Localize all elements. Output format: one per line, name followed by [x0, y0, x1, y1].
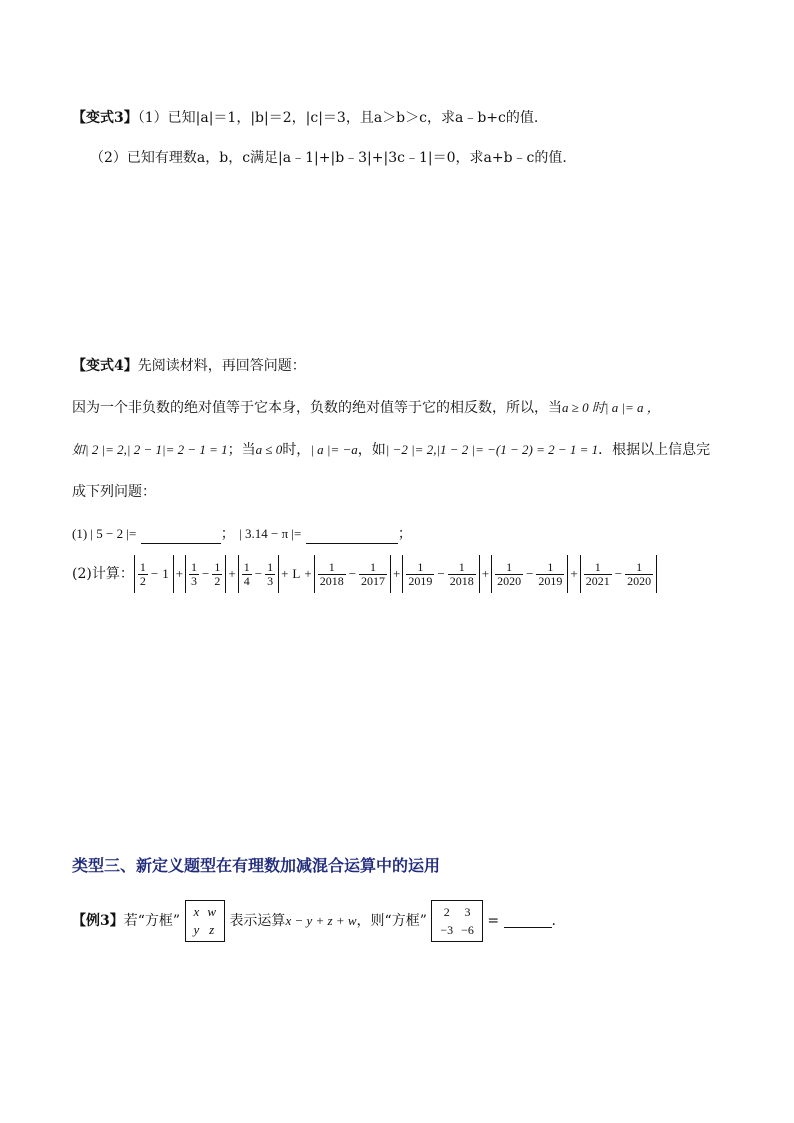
fraction — [242, 561, 252, 588]
variant4-intro: 先阅读材料，再回答问题： — [137, 358, 306, 374]
operator: − — [150, 566, 159, 581]
example-math-b: a ≤ 0 — [255, 442, 283, 457]
absolute-value-term — [134, 555, 174, 593]
material-text: 因为一个非负数的绝对值等于它本身，负数的绝对值等于它的相反数，所以，当 — [72, 400, 562, 416]
material-math: a ≥ 0 时| a |= a ， — [562, 400, 660, 415]
fraction — [318, 561, 346, 588]
numerator: 1 — [495, 561, 523, 575]
denominator: 4 — [243, 573, 250, 588]
box-cell: 2 — [443, 905, 450, 919]
denominator: 2017 — [361, 573, 386, 588]
absolute-value-term — [314, 555, 391, 593]
box-definition — [185, 900, 225, 942]
absolute-value-term — [238, 555, 279, 593]
box-cell: x — [193, 904, 200, 919]
box-cell: −6 — [461, 923, 474, 937]
numerator: 1 — [267, 559, 274, 574]
operator: − — [202, 566, 210, 581]
operator: + — [175, 566, 184, 581]
denominator: 2020 — [627, 573, 652, 588]
example-math-d: | −2 |= 2,|1 − 2 |= −(1 − 2) = 2 − 1 = 1 — [385, 442, 599, 457]
operator: − — [526, 566, 534, 581]
numerator: 1 — [625, 561, 653, 575]
fraction — [406, 561, 434, 588]
q2-expression — [134, 559, 657, 588]
box-cell: −3 — [440, 923, 454, 937]
q1-expr-a: (1) | 5 − 2 |= — [72, 526, 137, 541]
fraction — [625, 561, 653, 588]
variant4-label: 【变式4】 — [72, 358, 138, 374]
denominator: 2018 — [449, 573, 474, 588]
fraction — [495, 561, 523, 588]
operator: + — [228, 566, 236, 581]
material-text: ；当 — [227, 442, 256, 458]
operator: + — [281, 566, 289, 581]
denominator: 2019 — [538, 573, 563, 588]
variant3-part1: （1）已知|a|＝1，|b|＝2，|c|＝3，且a＞b＞c，求a﹣b+c的值. — [137, 110, 539, 126]
numerator: 1 — [584, 561, 612, 575]
fraction — [584, 561, 612, 588]
numerator: 1 — [214, 559, 221, 574]
q2-label: (2)计算： — [72, 566, 134, 582]
example-math-c: | a |= −a — [310, 442, 358, 457]
equals-sign: = — [487, 913, 500, 929]
q1-expr-b: | 3.14 − π |= — [239, 526, 302, 541]
fraction — [189, 561, 199, 588]
numerator: 1 — [139, 559, 146, 574]
operator: + — [304, 566, 312, 581]
absolute-value-term — [185, 555, 226, 593]
example3-label: 【例3】 — [72, 913, 124, 929]
material-text: ．根据以上信息完 — [598, 442, 711, 458]
example3 — [72, 898, 556, 944]
denominator: 3 — [267, 573, 274, 588]
example3-text: 若“方框” — [123, 913, 181, 929]
answer-blank[interactable] — [504, 915, 552, 928]
denominator: 2 — [139, 573, 146, 588]
absolute-value-term — [580, 555, 657, 593]
fraction — [448, 561, 476, 588]
box-question — [431, 900, 483, 942]
numerator: 1 — [243, 559, 250, 574]
fraction — [212, 561, 222, 588]
operator: − — [254, 566, 263, 581]
operator: − — [437, 566, 445, 581]
variant3-label: 【变式3】 — [72, 110, 138, 126]
box-cell: w — [207, 904, 216, 919]
question1 — [72, 524, 412, 544]
numerator: 1 — [359, 561, 387, 575]
separator: ； — [220, 526, 235, 542]
variant4-material-line2 — [72, 440, 710, 460]
variant4-material-line1 — [72, 398, 660, 418]
denominator: 2020 — [497, 573, 522, 588]
operator: − — [614, 566, 623, 581]
example3-text: ，则“方框” — [356, 913, 427, 929]
separator: ； — [397, 526, 412, 542]
operator: + — [570, 566, 578, 581]
variant3-part2: （2）已知有理数a，b，c满足|a﹣1|+|b﹣3|+|3c﹣1|＝0，求a+b﹣c的值. — [90, 150, 567, 166]
operation-expr: x − y + z + w — [285, 913, 357, 928]
fraction — [138, 561, 148, 588]
integer: 1 — [162, 566, 169, 581]
absolute-value-term — [402, 555, 479, 593]
denominator: 2019 — [408, 573, 433, 588]
operator: − — [348, 566, 357, 581]
fraction — [265, 561, 275, 588]
material-text: 时， — [282, 442, 311, 458]
numerator: 1 — [318, 561, 346, 575]
operator: + — [481, 566, 490, 581]
absolute-value-term — [491, 555, 568, 593]
numerator: 1 — [191, 559, 198, 574]
ellipsis: L — [292, 566, 301, 581]
operator: + — [393, 566, 401, 581]
answer-blank[interactable] — [141, 543, 221, 544]
material-text: ，如 — [357, 442, 386, 458]
variant4-header — [72, 356, 306, 376]
fraction — [536, 561, 564, 588]
box-cell: y — [193, 922, 200, 937]
example3-text: 表示运算 — [229, 913, 286, 929]
answer-blank[interactable] — [306, 543, 398, 544]
box-cell: z — [209, 922, 215, 937]
period: . — [551, 913, 556, 929]
variant3-line1 — [72, 108, 538, 128]
variant4-material-line3: 成下列问题： — [72, 484, 156, 500]
numerator: 1 — [406, 561, 434, 575]
box-cell: 3 — [464, 905, 471, 919]
section-heading: 类型三、新定义题型在有理数加减混合运算中的运用 — [72, 856, 441, 875]
numerator: 1 — [448, 561, 476, 575]
denominator: 3 — [191, 573, 198, 588]
denominator: 2021 — [585, 573, 610, 588]
denominator: 2 — [214, 573, 221, 588]
denominator: 2018 — [319, 573, 344, 588]
numerator: 1 — [536, 561, 564, 575]
fraction — [359, 561, 387, 588]
question2 — [72, 554, 657, 594]
example-math-a: 如| 2 |= 2,| 2 − 1|= 2 − 1 = 1 — [72, 442, 228, 457]
